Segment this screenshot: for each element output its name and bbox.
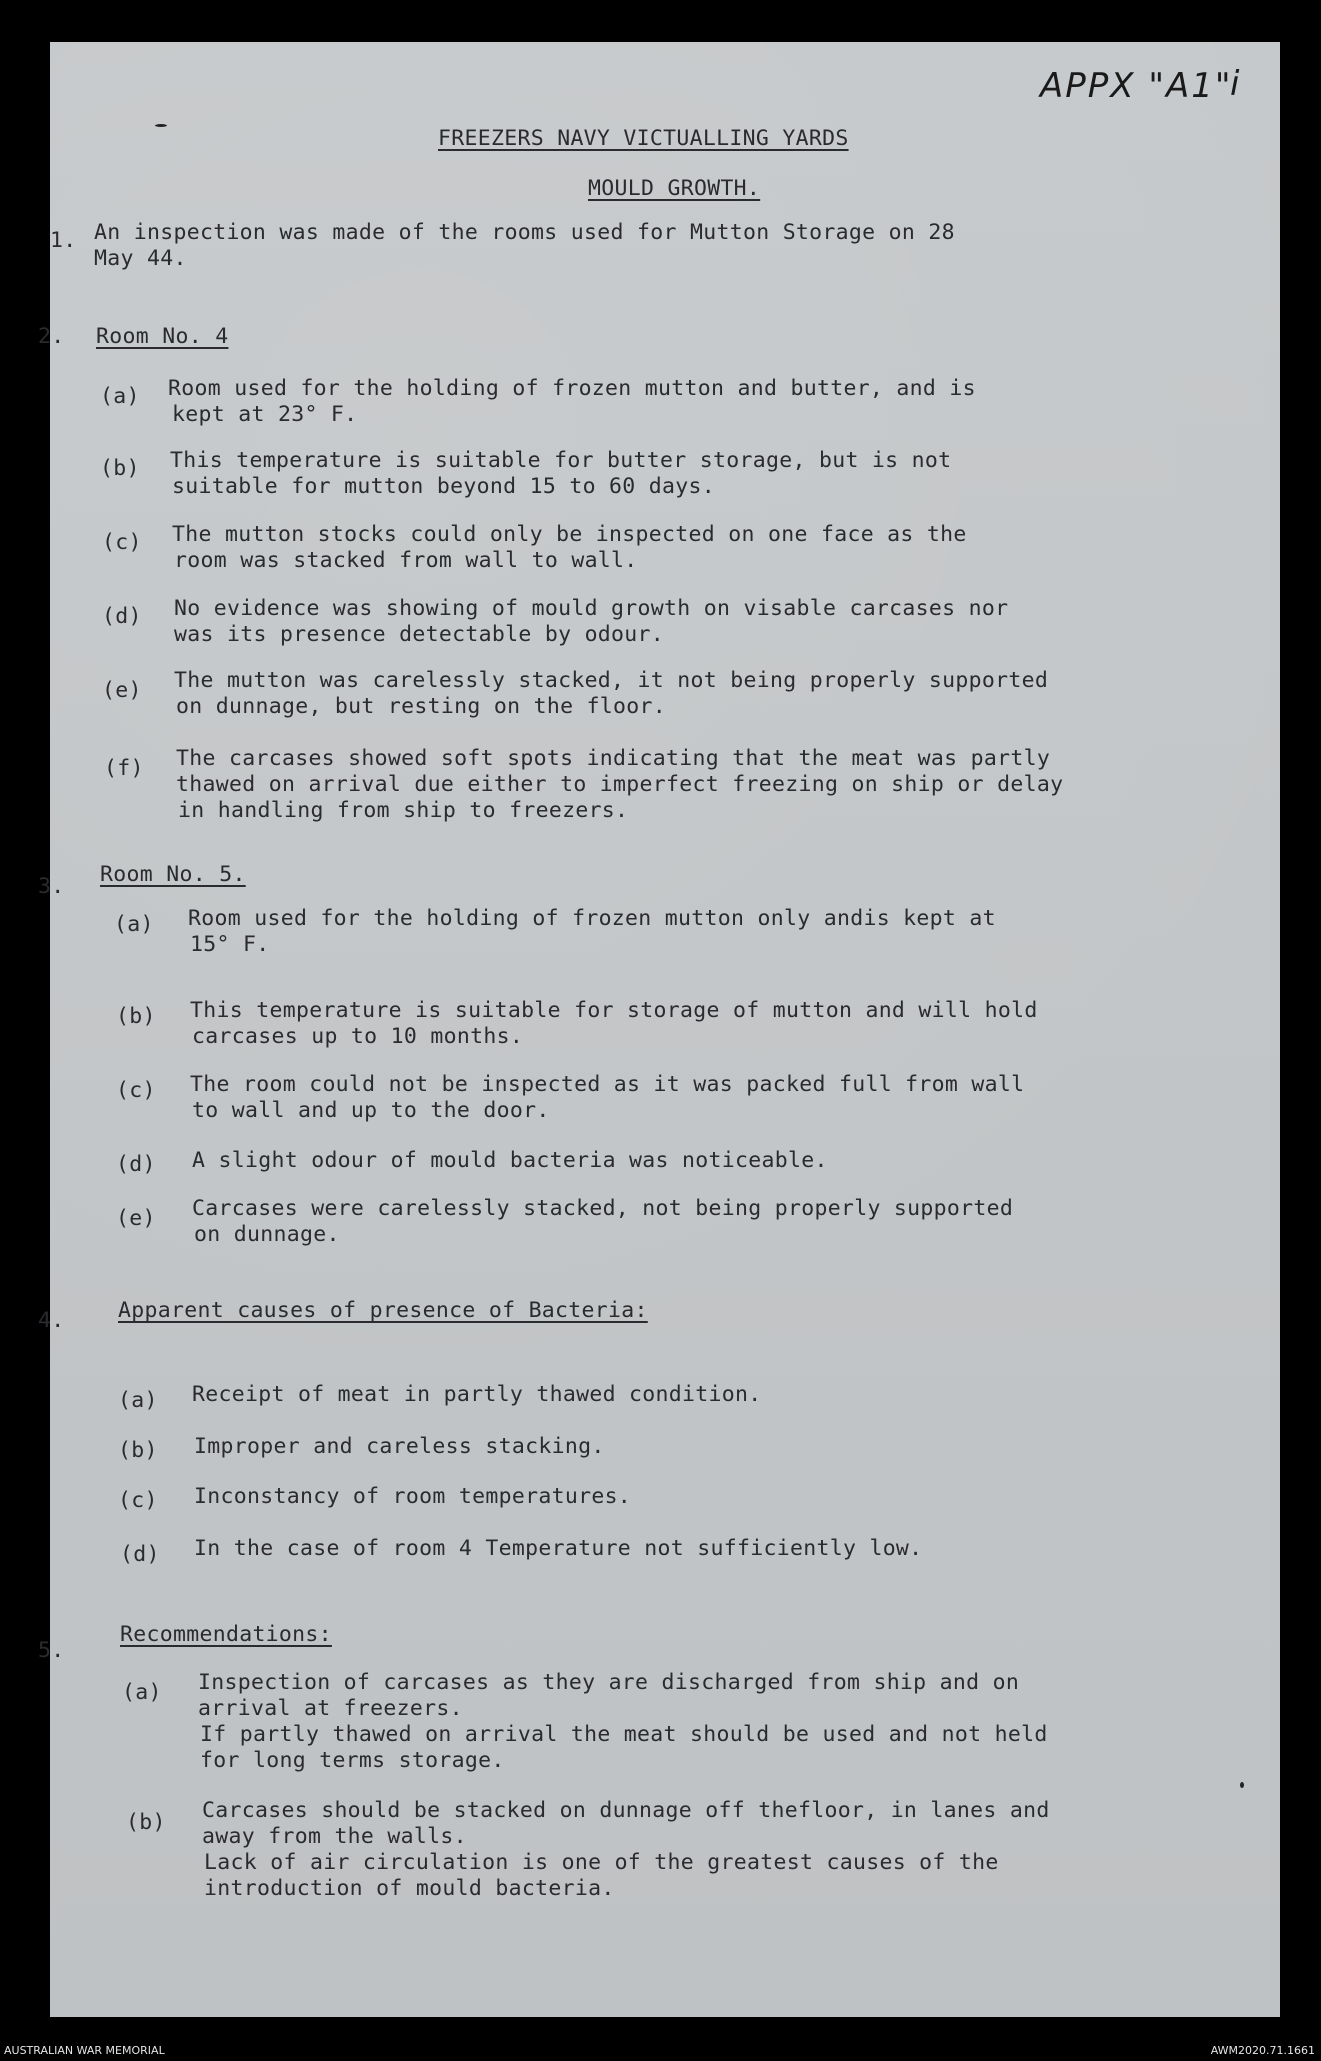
item-label: (d) (116, 1152, 156, 1177)
ink-dot (1240, 1782, 1244, 1788)
section-2-number: 2. (38, 324, 65, 349)
item-text: carcases up to 10 months. (192, 1024, 524, 1049)
item-label: (b) (118, 1438, 158, 1463)
item-text: away from the walls. (202, 1824, 467, 1849)
section-5-number: 5. (38, 1638, 65, 1663)
item-text: Carcases were carelessly stacked, not being properly supported (192, 1196, 1014, 1221)
section-1-line: An inspection was made of the rooms used for Mutton Storage on 28 (94, 220, 955, 245)
section-3-number: 3. (38, 874, 65, 899)
item-text: Carcases should be stacked on dunnage off thefloor, in lanes and (202, 1798, 1050, 1823)
item-text: to wall and up to the door. (192, 1098, 550, 1123)
item-label: (a) (100, 384, 140, 409)
item-text: suitable for mutton beyond 15 to 60 days. (172, 474, 716, 499)
item-label: (c) (102, 530, 142, 555)
item-label: (c) (118, 1488, 158, 1513)
item-text: on dunnage, but resting on the floor. (176, 694, 667, 719)
item-text: If partly thawed on arrival the meat should be used and not held (200, 1722, 1048, 1747)
item-label: (a) (122, 1680, 162, 1705)
item-text: room was stacked from wall to wall. (174, 548, 638, 573)
item-text: This temperature is suitable for storage of mutton and will hold (190, 998, 1038, 1023)
item-label: (d) (120, 1542, 160, 1567)
item-text: Room used for the holding of frozen mutton only andis kept at (188, 906, 996, 931)
section-3-title: Room No. 5. (100, 862, 246, 887)
item-label: (a) (118, 1388, 158, 1413)
item-label: (c) (116, 1078, 156, 1103)
section-5-title: Recommendations: (120, 1622, 332, 1647)
item-text: This temperature is suitable for butter storage, but is not (170, 448, 952, 473)
section-4-number: 4. (38, 1308, 65, 1333)
item-label: (e) (116, 1206, 156, 1231)
document-page (38, 42, 1280, 2017)
item-text: The room could not be inspected as it was packed full from wall (190, 1072, 1025, 1097)
page-number: i (1230, 64, 1242, 104)
item-label: (e) (102, 678, 142, 703)
item-text: The carcases showed soft spots indicating that the meat was partly (176, 746, 1051, 771)
footer-item-id: AWM2020.71.1661 (1210, 2044, 1315, 2057)
item-text: thawed on arrival due either to imperfect freezing on ship or delay (176, 772, 1064, 797)
item-label: (b) (126, 1810, 166, 1835)
item-text: In the case of room 4 Temperature not sufficiently low. (194, 1536, 923, 1561)
item-label: (d) (102, 604, 142, 629)
item-label: (f) (104, 756, 144, 781)
item-text: The mutton was carelessly stacked, it not being properly supported (174, 668, 1049, 693)
item-label: (a) (114, 912, 154, 937)
item-text: for long terms storage. (200, 1748, 505, 1773)
section-1-number: 1. (50, 228, 77, 253)
appendix-annotation: APPX "A1" (1040, 66, 1233, 106)
item-text: The mutton stocks could only be inspected on one face as the (172, 522, 967, 547)
item-text: No evidence was showing of mould growth on visable carcases nor (174, 596, 1009, 621)
item-text: on dunnage. (194, 1222, 340, 1247)
section-4-title: Apparent causes of presence of Bacteria: (118, 1298, 648, 1323)
item-text: Inconstancy of room temperatures. (194, 1484, 632, 1509)
ink-mark (155, 124, 167, 127)
item-text: Receipt of meat in partly thawed condition. (192, 1382, 762, 1407)
document-title: FREEZERS NAVY VICTUALLING YARDS (438, 126, 849, 151)
item-text: was its presence detectable by odour. (174, 622, 665, 647)
item-text: kept at 23° F. (172, 402, 358, 427)
item-text: Lack of air circulation is one of the greatest causes of the (204, 1850, 999, 1875)
item-label: (b) (100, 456, 140, 481)
footer-archive-name: AUSTRALIAN WAR MEMORIAL (4, 2044, 165, 2057)
section-2-title: Room No. 4 (96, 324, 229, 349)
item-text: in handling from ship to freezers. (178, 798, 629, 823)
item-text: introduction of mould bacteria. (204, 1876, 615, 1901)
item-label: (b) (116, 1004, 156, 1029)
item-text: arrival at freezers. (198, 1696, 463, 1721)
section-1-line: May 44. (94, 246, 187, 271)
item-text: Room used for the holding of frozen mutton and butter, and is (168, 376, 976, 401)
item-text: Improper and careless stacking. (194, 1434, 605, 1459)
item-text: 15° F. (190, 932, 270, 957)
document-subtitle: MOULD GROWTH. (588, 176, 761, 201)
item-text: A slight odour of mould bacteria was noticeable. (192, 1148, 828, 1173)
item-text: Inspection of carcases as they are discharged from ship and on (198, 1670, 1020, 1695)
